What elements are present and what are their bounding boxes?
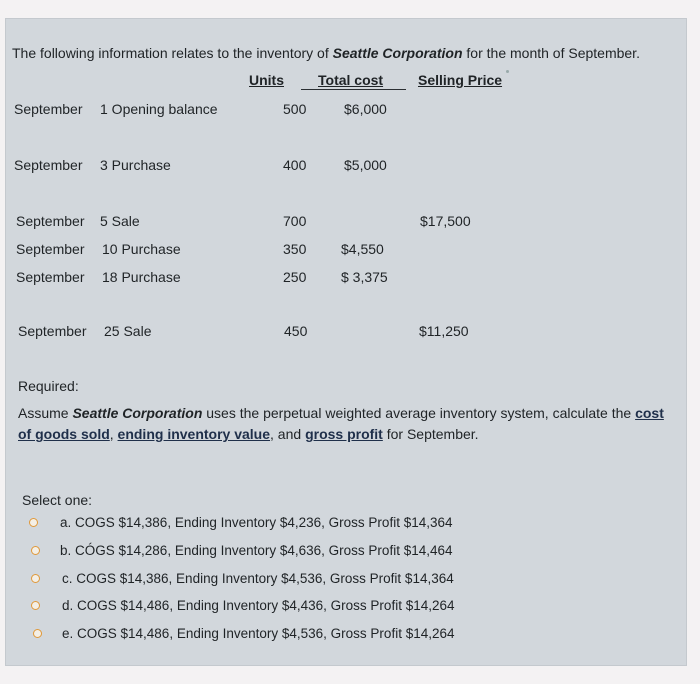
intro-suffix: for the month of September. — [462, 45, 640, 61]
row-price: $11,250 — [419, 323, 469, 339]
row-cost: $4,550 — [341, 241, 384, 257]
row-desc: 10 Purchase — [102, 241, 181, 257]
row-units: 450 — [284, 323, 308, 339]
option-e-label[interactable]: e. COGS $14,486, Ending Inventory $4,536, Gross Profit $14,264 — [62, 626, 455, 641]
row-month: September — [14, 101, 83, 117]
ending-inventory-term: ending inventory value — [117, 426, 271, 442]
cogs-term: cost of goods sold — [18, 405, 664, 442]
row-units: 250 — [283, 269, 307, 285]
option-a-label[interactable]: a. COGS $14,386, Ending Inventory $4,236, Gross Profit $14,364 — [60, 515, 453, 530]
intro-company: Seattle Corporation — [332, 45, 463, 61]
speck — [506, 70, 509, 73]
row-units: 350 — [283, 241, 307, 257]
radio-option-c[interactable] — [31, 574, 40, 583]
row-price: $17,500 — [420, 213, 471, 229]
radio-option-a[interactable] — [29, 518, 38, 527]
row-month: September — [16, 241, 85, 257]
row-units: 700 — [283, 213, 307, 229]
header-rule — [301, 89, 406, 90]
row-cost: $ 3,375 — [341, 269, 388, 285]
row-units: 500 — [283, 101, 307, 117]
row-cost: $5,000 — [344, 157, 387, 173]
header-selling-price: Selling Price — [418, 72, 503, 88]
radio-option-e[interactable] — [33, 629, 42, 638]
row-desc: 5 Sale — [100, 213, 140, 229]
radio-option-b[interactable] — [31, 546, 40, 555]
row-desc: 3 Purchase — [100, 157, 171, 173]
intro-text — [12, 45, 640, 61]
radio-option-d[interactable] — [31, 601, 40, 610]
intro-prefix: The following information relates to the inventory of — [12, 45, 333, 61]
row-desc: 25 Sale — [104, 323, 152, 339]
required-text: Assume Seattle Corporation uses the perpetual weighted average inventory system, calculate the cost of goods sold, ending inventory value, and gross profit for September. — [18, 405, 664, 442]
gross-profit-term: gross profit — [305, 426, 383, 442]
row-desc: 1 Opening balance — [100, 101, 218, 117]
option-b-label[interactable]: b. CÓGS $14,286, Ending Inventory $4,636, Gross Profit $14,464 — [60, 543, 453, 558]
row-month: September — [14, 157, 83, 173]
row-month: September — [18, 323, 87, 339]
row-desc: 18 Purchase — [102, 269, 181, 285]
row-month: September — [16, 269, 85, 285]
option-d-label[interactable]: d. COGS $14,486, Ending Inventory $4,436, Gross Profit $14,264 — [62, 598, 455, 613]
option-c-label[interactable]: c. COGS $14,386, Ending Inventory $4,536, Gross Profit $14,364 — [62, 571, 454, 586]
header-units: Units — [249, 72, 284, 88]
header-total-cost: Total cost — [318, 72, 384, 88]
row-cost: $6,000 — [344, 101, 387, 117]
required-heading: Required: — [18, 378, 79, 394]
required-company: Seattle Corporation — [72, 405, 203, 421]
row-units: 400 — [283, 157, 307, 173]
select-one-label: Select one: — [22, 492, 93, 508]
row-month: September — [16, 213, 85, 229]
